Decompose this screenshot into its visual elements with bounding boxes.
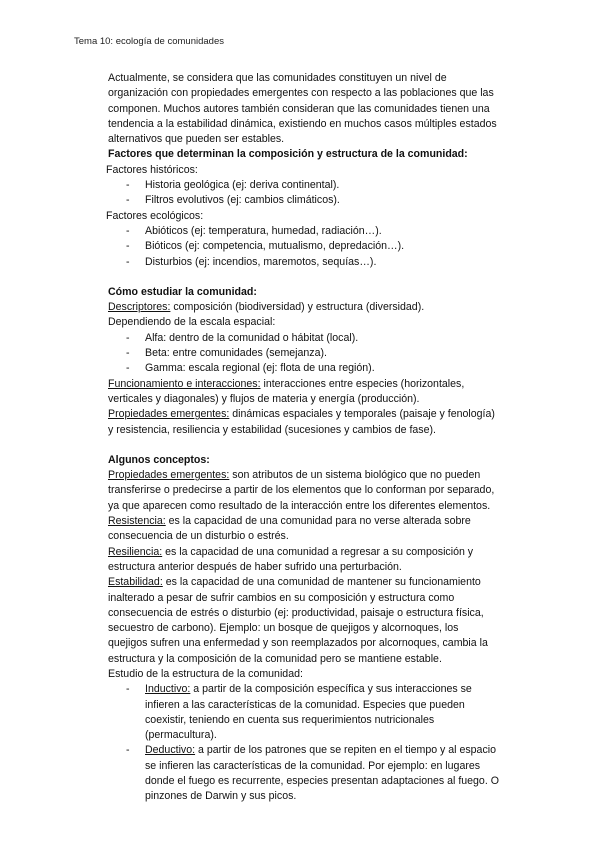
list-item: - Alfa: dentro de la comunidad o hábitat (local). xyxy=(108,331,500,346)
list-item: - Disturbios (ej: incendios, maremotos, sequías…). xyxy=(108,255,500,270)
document-body xyxy=(108,71,500,805)
propiedades-term: Propiedades emergentes: xyxy=(108,408,230,421)
list-item-inductivo xyxy=(108,682,500,743)
concepto-resistencia xyxy=(108,514,500,545)
concepto-term: Resiliencia: xyxy=(108,545,163,558)
deductivo-text: a partir de los patrones que se repiten en el tiempo y al espacio se infieren las características de la comunidad. Por ejemplo: en lugares donde el fuego es recurrente, especies presentan adaptaciones al fuego. O pinzones de Darwin y sus picos. xyxy=(145,744,499,803)
concepto-term: Propiedades emergentes: xyxy=(108,469,230,482)
concepto-text: es la capacidad de una comunidad a regresar a su composición y estructura anterior después de haber sufrido una perturbación. xyxy=(108,545,474,573)
inductivo-term: Inductivo: xyxy=(145,683,191,696)
list-item: - Abióticos (ej: temperatura, humedad, radiación…). xyxy=(108,224,500,239)
factores-historicos-label: Factores históricos: xyxy=(106,163,198,176)
descriptores-text: composición (biodiversidad) y estructura (diversidad). xyxy=(170,301,425,314)
list-item: - Beta: entre comunidades (semejanza). xyxy=(108,346,500,361)
concepto-term: Resistencia: xyxy=(108,515,166,528)
list-item: - Gamma: escala regional (ej: flota de una región). xyxy=(108,361,500,376)
propiedades-paragraph xyxy=(108,407,500,438)
list-item: - Filtros evolutivos (ej: cambios climáticos). xyxy=(108,193,500,208)
list-item: - Bióticos (ej: competencia, mutualismo, depredación…). xyxy=(108,239,500,254)
section-heading-conceptos: Algunos conceptos: xyxy=(108,453,210,466)
concepto-estabilidad xyxy=(108,575,500,667)
concepto-propiedades xyxy=(108,468,500,514)
concepto-text: son atributos de un sistema biológico que no pueden transferirse o predecirse a partir de los elementos que lo conforman por separado, ya que aparecen como resultado de la interacción entre los diferentes elementos. xyxy=(108,469,495,512)
propiedades-text: dinámicas espaciales y temporales (paisaje y fenología) y resistencia, resiliencia y estabilidad (sucesiones y cambios de fase). xyxy=(108,408,495,436)
escala-label: Dependiendo de la escala espacial: xyxy=(108,316,276,329)
concepto-term: Estabilidad: xyxy=(108,576,163,589)
estudio-label: Estudio de la estructura de la comunidad: xyxy=(108,667,303,680)
list-item: - Historia geológica (ej: deriva continental). xyxy=(108,178,500,193)
page-header: Tema 10: ecología de comunidades xyxy=(74,36,224,47)
deductivo-term: Deductivo: xyxy=(145,744,196,757)
concepto-resiliencia xyxy=(108,545,500,576)
funcionamiento-term: Funcionamiento e interacciones: xyxy=(108,377,261,390)
concepto-text: es la capacidad de una comunidad para no verse alterada sobre consecuencia de un disturbio o estrés. xyxy=(108,515,471,543)
intro-paragraph: Actualmente, se considera que las comunidades constituyen un nivel de organización con propiedades emergentes con respecto a las poblaciones que las componen. Muchos autores también consideran que las comunidades tienen una tendencia a la estabilidad dinámica, existiendo en muchos casos múltiples estados alternativos que pueden ser estables. xyxy=(108,72,497,146)
descriptores-term: Descriptores: xyxy=(108,301,171,314)
funcionamiento-paragraph xyxy=(108,377,500,408)
descriptores-paragraph xyxy=(108,300,500,315)
section-heading-factores: Factores que determinan la composición y estructura de la comunidad: xyxy=(108,148,468,161)
inductivo-text: a partir de la composición específica y sus interacciones se infieren a las características de la comunidad. Especies que pueden coexistir, teniendo en cuenta sus requerimientos nutricionales (permacultura). xyxy=(145,683,472,742)
section-heading-estudiar: Cómo estudiar la comunidad: xyxy=(108,285,257,298)
list-item-deductivo xyxy=(108,743,500,804)
factores-ecologicos-label: Factores ecológicos: xyxy=(106,209,204,222)
funcionamiento-text: interacciones entre especies (horizontales, verticales y diagonales) y flujos de materia y energía (producción). xyxy=(108,377,465,405)
concepto-text: es la capacidad de una comunidad de mantener su funcionamiento inalterado a pesar de sufrir cambios en su composición y estructura como consecuencia de estrés o disturbio (ej: productividad, paisaje o estructura física, secuestro de carbono). Ejemplo: un bosque de quejigos y alcornoques, los quejigos sufren una enfermedad y son reemplazados por alcornoques, cambia la estructura y la composición de la comunidad pero se mantiene estable. xyxy=(108,576,488,665)
